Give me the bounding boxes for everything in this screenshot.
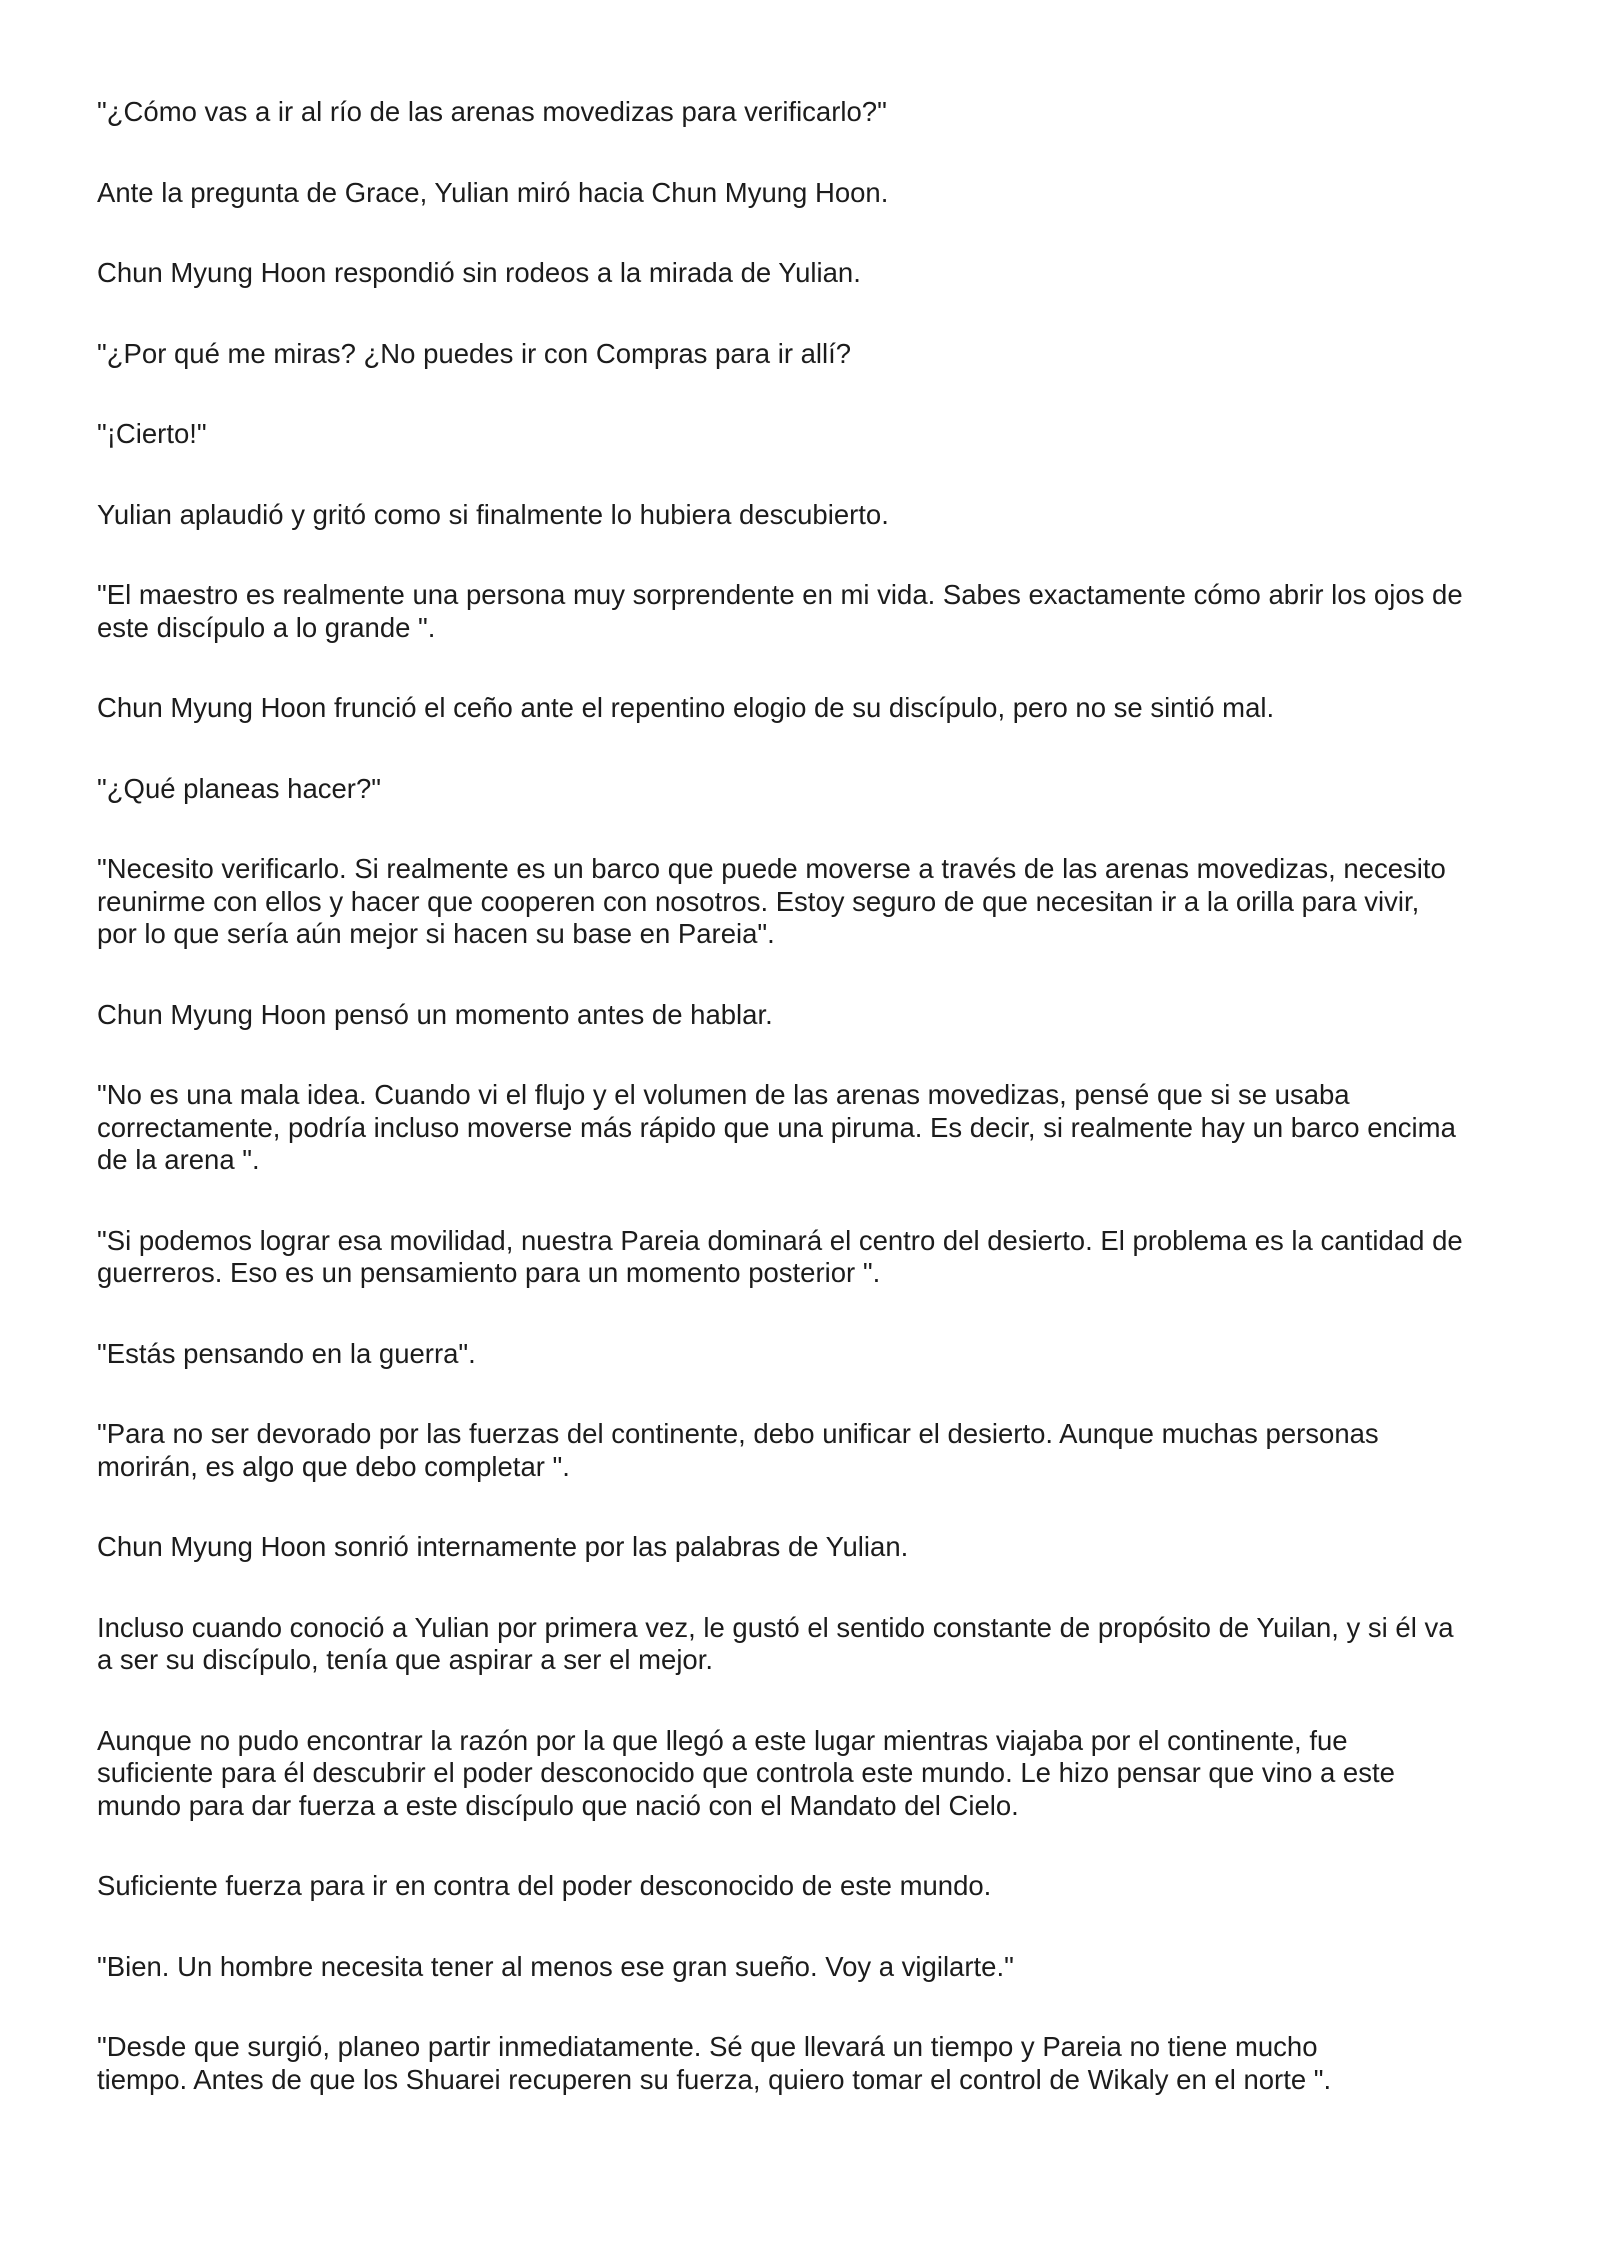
paragraph: "El maestro es realmente una persona muy sorprendente en mi vida. Sabes exactamente cómo abrir los ojos de este discípulo a lo grande ". — [97, 579, 1463, 643]
paragraph: Chun Myung Hoon sonrió internamente por las palabras de Yulian. — [97, 1531, 909, 1562]
paragraph: Aunque no pudo encontrar la razón por la que llegó a este lugar mientras viajaba por el continente, fue suficiente para él descubrir el poder desconocido que controla este mundo. Le hizo pensar que vino a este mundo para dar fuerza a este discípulo que nació con el Mandato del Cielo. — [97, 1724, 1395, 1821]
paragraph: "Estás pensando en la guerra". — [97, 1337, 476, 1369]
paragraph: "¡Cierto!" — [97, 418, 207, 449]
paragraph: Chun Myung Hoon pensó un momento antes de hablar. — [97, 998, 773, 1030]
paragraph: Yulian aplaudió y gritó como si finalmente lo hubiera descubierto. — [97, 498, 889, 530]
paragraph: "Necesito verificarlo. Si realmente es un barco que puede moverse a través de las arenas movedizas, necesito reunirme con ellos y hacer que cooperen con nosotros. Estoy seguro de que necesitan ir a la orilla para vivir, por lo que sería aún mejor si hacen su base en Pareia". — [97, 853, 1446, 949]
paragraph: Suficiente fuerza para ir en contra del poder desconocido de este mundo. — [97, 1870, 992, 1901]
text-column — [97, 96, 1507, 2144]
paragraph: "Si podemos lograr esa movilidad, nuestra Pareia dominará el centro del desierto. El problema es la cantidad de guerreros. Eso es un pensamiento para un momento posterior ". — [97, 1224, 1463, 1288]
paragraph: "Bien. Un hombre necesita tener al menos ese gran sueño. Voy a vigilarte." — [97, 1950, 1014, 1982]
paragraph: Ante la pregunta de Grace, Yulian miró hacia Chun Myung Hoon. — [97, 176, 889, 208]
paragraph: "No es una mala idea. Cuando vi el flujo y el volumen de las arenas movedizas, pensé que si se usaba correctamente, podría incluso moverse más rápido que una piruma. Es decir, si realmente hay un barco encima de la arena ". — [97, 1079, 1456, 1175]
paragraph: "Desde que surgió, planeo partir inmediatamente. Sé que llevará un tiempo y Pareia no tiene mucho tiempo. Antes de que los Shuarei recuperen su fuerza, quiero tomar el control de Wikaly en el norte ". — [97, 2031, 1332, 2095]
paragraph: Chun Myung Hoon frunció el ceño ante el repentino elogio de su discípulo, pero no se sintió mal. — [97, 692, 1275, 723]
paragraph: "¿Cómo vas a ir al río de las arenas movedizas para verificarlo?" — [97, 96, 887, 127]
paragraph: Chun Myung Hoon respondió sin rodeos a la mirada de Yulian. — [97, 257, 861, 288]
paragraph: Incluso cuando conoció a Yulian por primera vez, le gustó el sentido constante de propósito de Yuilan, y si él va a ser su discípulo, tenía que aspirar a ser el mejor. — [97, 1611, 1454, 1675]
paragraph: "Para no ser devorado por las fuerzas del continente, debo unificar el desierto. Aunque muchas personas morirán, es algo que debo completar ". — [97, 1418, 1379, 1482]
paragraph: "¿Qué planeas hacer?" — [97, 772, 381, 804]
paragraph: "¿Por qué me miras? ¿No puedes ir con Compras para ir allí? — [97, 337, 852, 369]
